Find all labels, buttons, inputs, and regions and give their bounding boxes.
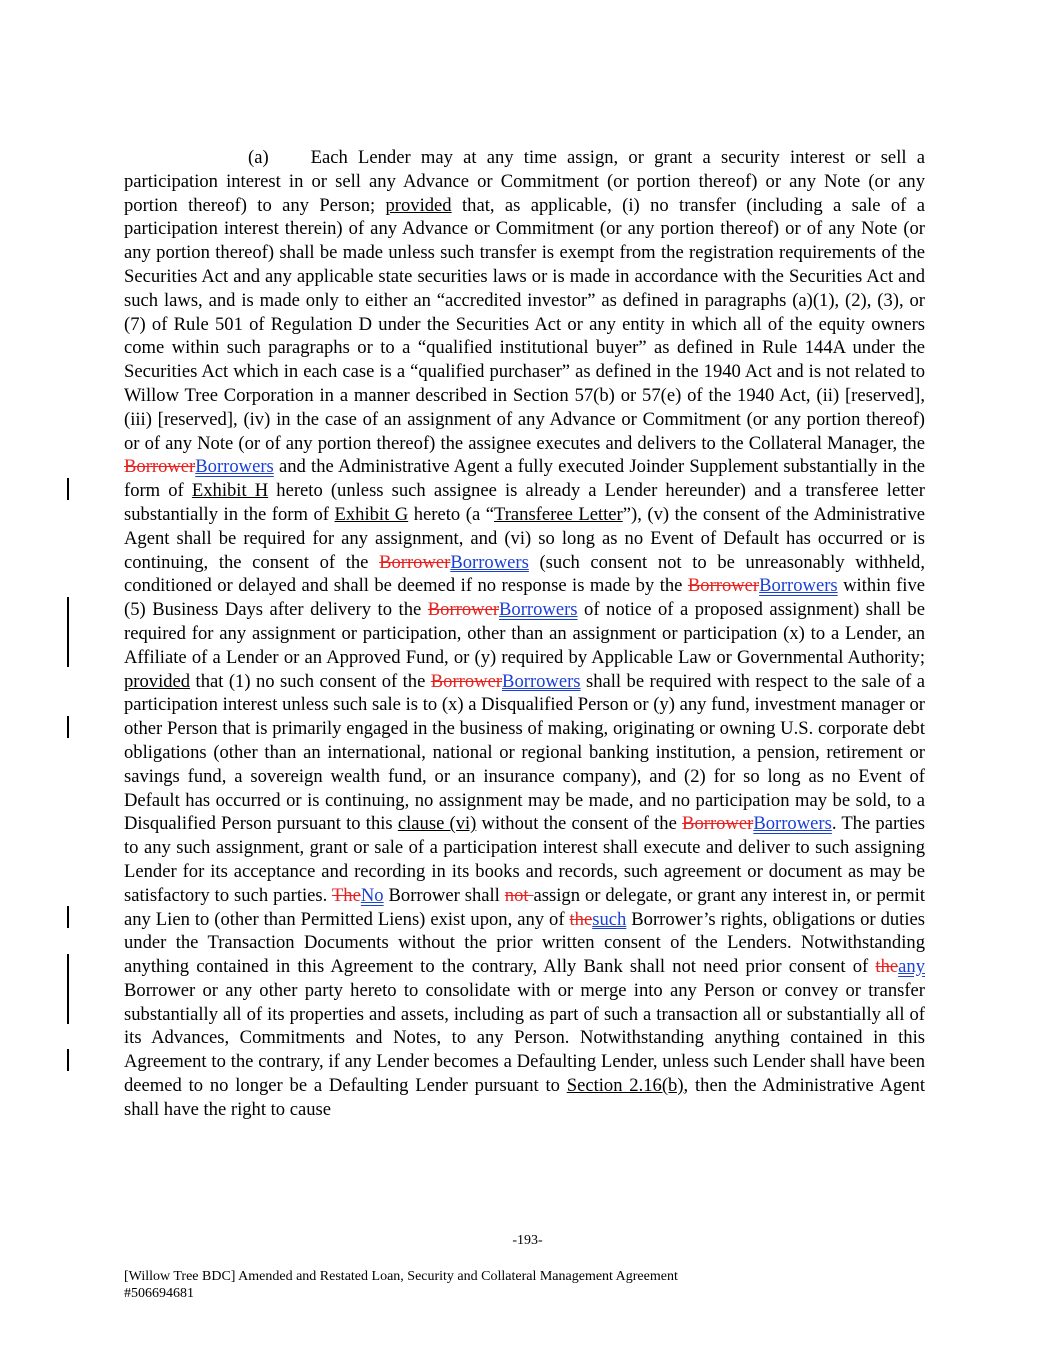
- text-run: Borrower’s rights, obligations or duties under the Transaction Documents without the prior written consent of the Lenders. Notwithstanding anything contained in this Agreement to the contrary, Ally Bank shall not need prior consent of: [124, 908, 925, 978]
- deleted-text: Borrower: [379, 551, 451, 573]
- text-run: within five (5) Business Days after delivery to the: [124, 575, 925, 621]
- inserted-text: Borrowers: [195, 456, 274, 478]
- deleted-text: the: [875, 956, 899, 978]
- text-run: Each Lender may at any time assign, or grant a security interest or sell a participation interest in or sell any Advance or Commitment (or portion thereof) or any Note (or any portion thereof) to any Person;: [124, 147, 925, 216]
- change-bar: [67, 906, 69, 928]
- inserted-text: Borrowers: [502, 670, 581, 692]
- change-bar: [67, 478, 69, 500]
- underlined-term: Exhibit G: [334, 503, 409, 525]
- document-footer: [124, 1268, 678, 1302]
- deleted-text: Borrower: [430, 670, 503, 692]
- inserted-text: No: [360, 884, 384, 906]
- inserted-text: Borrowers: [499, 599, 578, 621]
- deleted-text: The: [331, 884, 361, 906]
- text-run: shall be required with respect to the sale of a participation interest unless such sale is to (x) a Disqualified Person or (y) any fund, investment manager or other Person that is primarily engaged in the business of making, originating or owning U.S. corporate debt obligations (other than an international, national or regional banking institution, a pension, retirement or savings fund, a sovereign wealth fund, or an insurance company), and (2) for so long as no Event of Default has occurred or is continuing, no assignment may be made, and no participation may be sold, to a Disqualified Person pursuant to this: [124, 670, 925, 835]
- text-run: (such consent not to be unreasonably withheld, conditioned or delayed and shall be deemed if no response is made by the: [124, 551, 925, 597]
- text-run: ”), (v) the consent of the Administrative Agent shall be required for any assignment, and (vi) so long as no Event of Default has occurred or is continuing, the consent of the: [124, 503, 925, 573]
- deleted-text: the: [569, 908, 593, 930]
- inserted-text: any: [898, 956, 925, 978]
- text-run: hereto (unless such assignee is already a Lender hereunder) and a transferee letter substantially in the form of: [124, 480, 925, 525]
- inserted-text: Borrowers: [450, 551, 529, 573]
- text-run: hereto (a “: [408, 503, 494, 525]
- change-bar: [67, 597, 69, 667]
- deleted-text: Borrower: [682, 813, 754, 835]
- change-bar: [67, 954, 69, 1024]
- inserted-text: Borrowers: [753, 813, 832, 835]
- change-bar: [67, 1049, 69, 1071]
- deleted-text: Borrower: [687, 575, 760, 597]
- text-run: Borrower shall: [383, 884, 505, 906]
- underlined-term: provided: [124, 670, 191, 692]
- paragraph-label: (a): [248, 147, 269, 168]
- deleted-text: Borrower: [427, 599, 500, 621]
- deleted-text: not: [504, 884, 534, 906]
- text-run: that (1) no such consent of the: [190, 670, 431, 692]
- text-run: of notice of a proposed assignment) shall be required for any assignment or participation, other than an assignment or participation (x) to a Lender, an Affiliate of a Lender or an Approved Fund, or (y) required by Applicable Law or Governmental Authority;: [124, 599, 925, 668]
- text-run: and the Administrative Agent a fully executed Joinder Supplement substantially in the form of: [124, 456, 925, 502]
- text-run: Borrower or any other party hereto to consolidate with or merge into any Person or convey or transfer substantially all of its properties and assets, including as part of such a transaction all or substantially all of its Advances, Commitments and Notes, to any Person. Notwithstanding anything contained in this Agreement to the contrary, if any Lender becomes a Defaulting Lender, unless such Lender shall have been deemed to no longer be a Defaulting Lender pursuant to: [124, 979, 925, 1097]
- text-run: assign or delegate, or grant any interest in, or permit any Lien to (other than Permitted Liens) exist upon, any of: [124, 884, 925, 930]
- underlined-term: provided: [385, 194, 452, 216]
- underlined-term: clause (vi): [397, 813, 477, 835]
- footer-doc-id: #506694681: [124, 1286, 194, 1301]
- text-run: , then the Administrative Agent shall have the right to cause: [124, 1075, 926, 1120]
- text-run: . The parties to any such assignment, grant or sale of a participation interest shall execute and deliver to such assigning Lender for its acceptance and recording in its books and records, such agreement or document as may be satisfactory to such parties.: [124, 813, 925, 906]
- text-run: that, as applicable, (i) no transfer (including a sale of a participation interest therein) of any Advance or Commitment (or any portion thereof) or of any Note (or any portion thereof) shall be made unless such transfer is exempt from the registration requirements of the Securities Act and any applicable state securities laws or is made in accordance with the Securities Act and such laws, and is made only to either an “accredited investor” as defined in paragraphs (a)(1), (2), (3), or (7) of Rule 501 of Regulation D under the Securities Act or any entity in which all of the equity owners come within such paragraphs or to a “qualified institutional buyer” as defined in Rule 144A under the Securities Act which in each case is a “qualified purchaser” as defined in the 1940 Act and is not related to Willow Tree Corporation in a manner described in Section 57(b) or 57(e) of the 1940 Act, (ii) [reserved], (iii) [reserved], (iv) in the case of an assignment of any Advance or Commitment (or any portion thereof) or of any Note (or of any portion thereof) the assignee executes and delivers to the Collateral Manager, the: [124, 194, 925, 454]
- body-paragraph: [124, 146, 925, 1122]
- page-number: -193-: [512, 1233, 543, 1248]
- inserted-text: such: [592, 908, 627, 930]
- underlined-term: Transferee Letter: [494, 503, 623, 525]
- inserted-text: Borrowers: [759, 575, 838, 597]
- underlined-term: Section 2.16(b): [566, 1075, 684, 1097]
- footer-title: [Willow Tree BDC] Amended and Restated Loan, Security and Collateral Management Agreement: [124, 1269, 678, 1284]
- text-run: without the consent of the: [476, 813, 683, 835]
- change-bar: [67, 716, 69, 738]
- underlined-term: Exhibit H: [191, 480, 269, 502]
- deleted-text: Borrower: [124, 456, 196, 478]
